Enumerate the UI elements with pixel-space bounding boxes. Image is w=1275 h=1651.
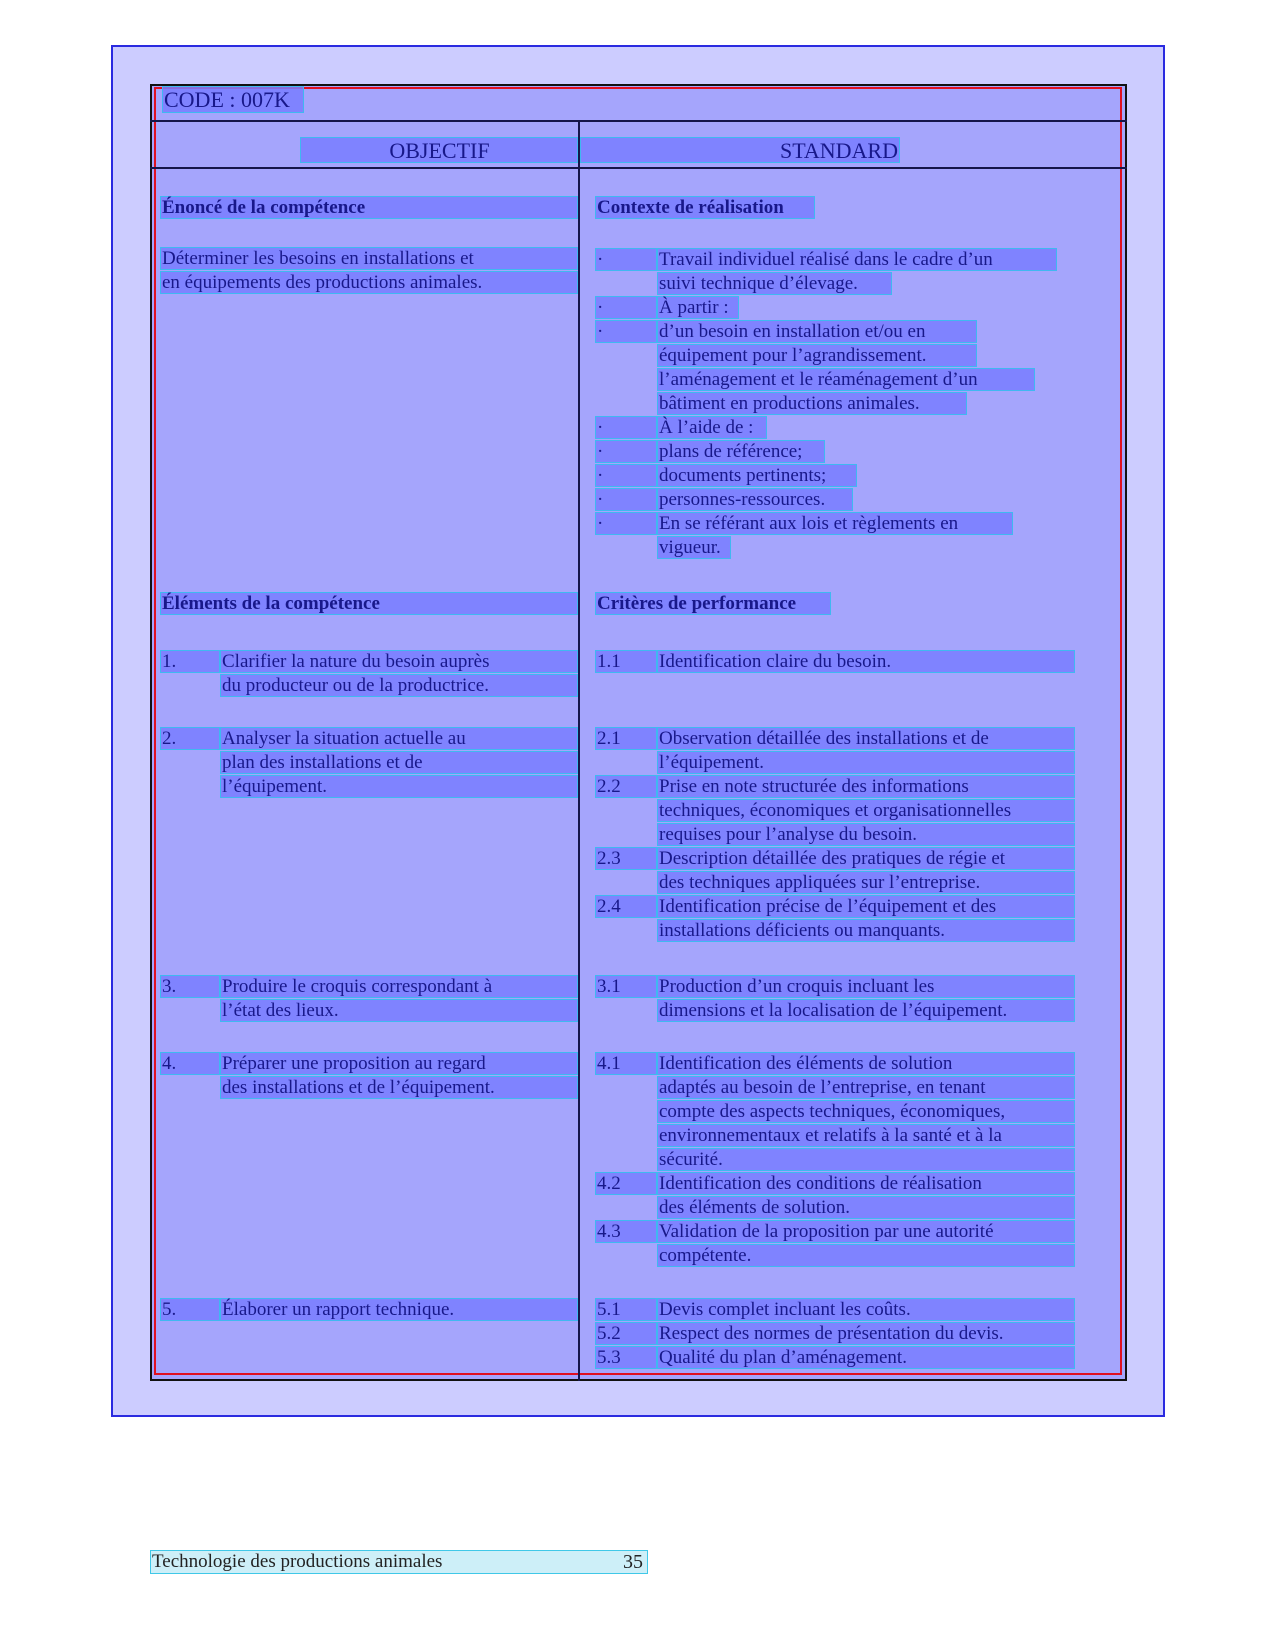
- contexte-line: En se référant aux lois et règlements en: [657, 512, 1013, 535]
- critere-number: 2.1: [595, 727, 657, 750]
- critere-line: compte des aspects techniques, économiques,: [657, 1100, 1075, 1123]
- critere-number: 3.1: [595, 975, 657, 998]
- enonce-line: en équipements des productions animales.: [160, 271, 578, 294]
- contexte-bullet: ·: [595, 464, 657, 487]
- page-number: 35: [623, 1551, 643, 1573]
- contexte-line: À partir :: [657, 296, 739, 319]
- critere-line: installations déficients ou manquants.: [657, 919, 1075, 942]
- critere-number: 4.3: [595, 1220, 657, 1243]
- critere-line: Identification précise de l’équipement et des: [657, 895, 1075, 918]
- critere-number: 4.2: [595, 1172, 657, 1195]
- critere-line: adaptés au besoin de l’entreprise, en tenant: [657, 1076, 1075, 1099]
- competency-code: CODE : 007K: [162, 86, 304, 113]
- element-number: 2.: [160, 727, 220, 750]
- contexte-line: l’aménagement et le réaménagement d’un: [657, 368, 1035, 391]
- contexte-line: documents pertinents;: [657, 464, 857, 487]
- critere-number: 5.2: [595, 1322, 657, 1345]
- element-number: 3.: [160, 975, 220, 998]
- critere-line: sécurité.: [657, 1148, 1075, 1171]
- contexte-line: d’un besoin en installation et/ou en: [657, 320, 977, 343]
- critere-line: dimensions et la localisation de l’équipement.: [657, 999, 1075, 1022]
- element-line: du producteur ou de la productrice.: [220, 674, 578, 697]
- element-line: des installations et de l’équipement.: [220, 1076, 578, 1099]
- critere-number: 1.1: [595, 650, 657, 673]
- critere-line: Devis complet incluant les coûts.: [657, 1298, 1075, 1321]
- element-number: 1.: [160, 650, 220, 673]
- header-standard: STANDARD: [580, 137, 900, 163]
- contexte-bullet: ·: [595, 320, 657, 343]
- contexte-bullet: ·: [595, 512, 657, 535]
- footer-title: Technologie des productions animales: [152, 1551, 443, 1572]
- contexte-bullet: ·: [595, 440, 657, 463]
- header-divider-bottom: [150, 167, 1127, 169]
- enonce-heading: Énoncé de la compétence: [160, 196, 578, 219]
- contexte-line: suivi technique d’élevage.: [657, 272, 892, 295]
- contexte-line: Travail individuel réalisé dans le cadre d’un: [657, 248, 1057, 271]
- critere-line: Production d’un croquis incluant les: [657, 975, 1075, 998]
- header-divider-top: [150, 120, 1127, 122]
- contexte-line: vigueur.: [657, 536, 731, 559]
- contexte-heading: Contexte de réalisation: [595, 196, 815, 219]
- element-line: Analyser la situation actuelle au: [220, 727, 578, 750]
- contexte-line: personnes-ressources.: [657, 488, 853, 511]
- elements-heading: Éléments de la compétence: [160, 592, 578, 615]
- critere-line: l’équipement.: [657, 751, 1075, 774]
- critere-number: 2.4: [595, 895, 657, 918]
- column-divider: [578, 121, 580, 1381]
- element-line: Préparer une proposition au regard: [220, 1052, 578, 1075]
- critere-number: 2.2: [595, 775, 657, 798]
- element-line: Élaborer un rapport technique.: [220, 1298, 578, 1321]
- critere-line: Respect des normes de présentation du devis.: [657, 1322, 1075, 1345]
- critere-line: Identification des conditions de réalisation: [657, 1172, 1075, 1195]
- contexte-line: plans de référence;: [657, 440, 825, 463]
- contexte-bullet: ·: [595, 248, 657, 271]
- element-number: 4.: [160, 1052, 220, 1075]
- critere-line: environnementaux et relatifs à la santé et à la: [657, 1124, 1075, 1147]
- critere-line: compétente.: [657, 1244, 1075, 1267]
- critere-line: Prise en note structurée des informations: [657, 775, 1075, 798]
- critere-number: 4.1: [595, 1052, 657, 1075]
- element-line: Produire le croquis correspondant à: [220, 975, 578, 998]
- critere-line: Observation détaillée des installations et de: [657, 727, 1075, 750]
- critere-line: Description détaillée des pratiques de régie et: [657, 847, 1075, 870]
- contexte-line: bâtiment en productions animales.: [657, 392, 967, 415]
- critere-line: Identification claire du besoin.: [657, 650, 1075, 673]
- contexte-bullet: ·: [595, 488, 657, 511]
- critere-number: 2.3: [595, 847, 657, 870]
- critere-line: Qualité du plan d’aménagement.: [657, 1346, 1075, 1369]
- contexte-bullet: ·: [595, 416, 657, 439]
- element-line: l’état des lieux.: [220, 999, 578, 1022]
- critere-number: 5.1: [595, 1298, 657, 1321]
- critere-line: des éléments de solution.: [657, 1196, 1075, 1219]
- critere-number: 5.3: [595, 1346, 657, 1369]
- critere-line: requises pour l’analyse du besoin.: [657, 823, 1075, 846]
- criteres-heading: Critères de performance: [595, 592, 831, 615]
- critere-line: Validation de la proposition par une autorité: [657, 1220, 1075, 1243]
- element-line: plan des installations et de: [220, 751, 578, 774]
- contexte-line: équipement pour l’agrandissement.: [657, 344, 977, 367]
- page-footer: [150, 1550, 648, 1574]
- header-objectif: OBJECTIF: [300, 137, 578, 163]
- element-line: Clarifier la nature du besoin auprès: [220, 650, 578, 673]
- critere-line: techniques, économiques et organisationnelles: [657, 799, 1075, 822]
- enonce-line: Déterminer les besoins en installations et: [160, 247, 578, 270]
- element-number: 5.: [160, 1298, 220, 1321]
- element-line: l’équipement.: [220, 775, 578, 798]
- contexte-line: À l’aide de :: [657, 416, 767, 439]
- critere-line: Identification des éléments de solution: [657, 1052, 1075, 1075]
- critere-line: des techniques appliquées sur l’entreprise.: [657, 871, 1075, 894]
- contexte-bullet: ·: [595, 296, 657, 319]
